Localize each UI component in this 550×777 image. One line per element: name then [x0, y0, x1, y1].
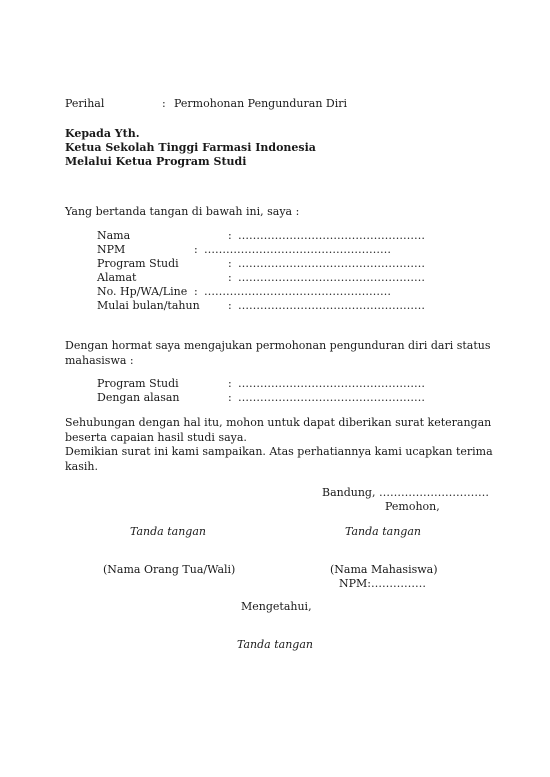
field-dots: ……………………………………………: [238, 271, 425, 284]
field-label: NPM: [97, 243, 126, 256]
field-colon: :: [194, 285, 198, 298]
student-name: (Nama Mahasiswa): [330, 563, 438, 576]
intro-text: Yang bertanda tangan di bawah ini, saya :: [65, 205, 300, 218]
field-dots: ……………………………………………: [238, 377, 425, 390]
field-colon: :: [228, 377, 232, 390]
parent-name: (Nama Orang Tua/Wali): [103, 563, 236, 576]
subject-colon: :: [162, 97, 166, 110]
field-dots: ……………………………………………: [238, 299, 425, 312]
field-colon: :: [194, 243, 198, 256]
field-colon: :: [228, 271, 232, 284]
field-label: Alamat: [97, 271, 137, 284]
field-dots: ……………………………………………: [238, 229, 425, 242]
field-label: Program Studi: [97, 377, 179, 390]
field-label: No. Hp/WA/Line: [97, 285, 188, 298]
field-label: Dengan alasan: [97, 391, 180, 404]
field-dots: ……………………………………………: [238, 257, 425, 270]
field-label: Nama: [97, 229, 131, 242]
field-dots: ……………………………………………: [204, 243, 391, 256]
request-paragraph: Dengan hormat saya mengajukan permohonan pengunduran diri dari status mahasiswa :: [65, 339, 491, 367]
addressee-line-2: Ketua Sekolah Tinggi Farmasi Indonesia: [65, 141, 316, 154]
subject-value: Permohonan Pengunduran Diri: [174, 97, 348, 110]
closing-paragraph-1: Sehubungan dengan hal itu, mohon untuk dapat diberikan surat keterangan beserta capaian hasil studi saya.: [65, 416, 492, 444]
field-dots: ……………………………………………: [238, 391, 425, 404]
student-npm: NPM:……………: [339, 577, 426, 590]
addressee-line-1: Kepada Yth.: [65, 127, 140, 140]
student-signature-placeholder: Tanda tangan: [345, 525, 421, 538]
applicant-label: Pemohon,: [385, 500, 440, 513]
field-dots: ……………………………………………: [204, 285, 391, 298]
parent-signature-placeholder: Tanda tangan: [130, 525, 206, 538]
addressee-line-3: Melalui Ketua Program Studi: [65, 155, 247, 168]
place-date: Bandung, …………………………: [322, 486, 489, 499]
subject-label: Perihal: [65, 97, 105, 110]
closing-paragraph-2: Demikian surat ini kami sampaikan. Atas perhatiannya kami ucapkan terima kasih.: [65, 445, 493, 473]
approver-signature-placeholder: Tanda tangan: [237, 638, 313, 651]
field-colon: :: [228, 299, 232, 312]
field-label: Mulai bulan/tahun: [97, 299, 200, 312]
field-colon: :: [228, 229, 232, 242]
field-colon: :: [228, 257, 232, 270]
field-colon: :: [228, 391, 232, 404]
acknowledged-label: Mengetahui,: [241, 600, 312, 613]
field-label: Program Studi: [97, 257, 179, 270]
